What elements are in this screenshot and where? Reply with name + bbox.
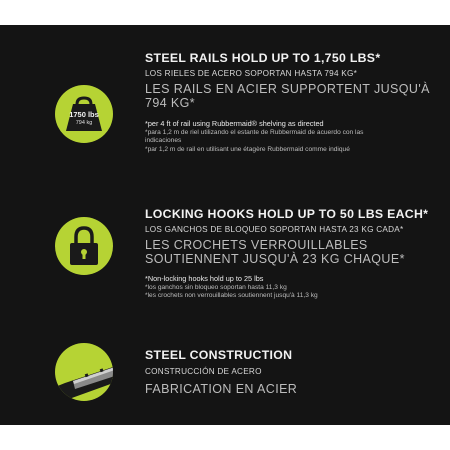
- feature-text: [145, 51, 445, 153]
- footnote-english: *per 4 ft of rail using Rubbermaid® shelving as directed: [145, 119, 324, 128]
- feature-panel: [0, 25, 450, 425]
- footnote-english: *Non-locking hooks hold up to 25 lbs: [145, 274, 264, 283]
- feature-title: STEEL RAILS HOLD UP TO 1,750 LBS*: [145, 51, 381, 65]
- feature-title-spanish: LOS RIELES DE ACERO SOPORTAN HASTA 794 KG*: [145, 69, 358, 78]
- feature-title: LOCKING HOOKS HOLD UP TO 50 LBS EACH*: [145, 207, 429, 221]
- feature-title-spanish: LOS GANCHOS DE BLOQUEO SOPORTAN HASTA 23 KG CADA*: [145, 225, 404, 234]
- feature-title-french: FABRICATION EN ACIER: [145, 382, 298, 396]
- feature-title-spanish: CONSTRUCCIÓN DE ACERO: [145, 367, 262, 376]
- padlock-icon: [55, 217, 113, 275]
- steel-rail-icon: [55, 343, 113, 401]
- footnote-french: *par 1,2 m de rail en utilisant une étagère Rubbermaid comme indiqué: [145, 146, 350, 153]
- weight-label: 1750 lbs: [69, 110, 99, 119]
- feature-title-french: LES CROCHETS VERROUILLABLES SOUTIENNENT JUSQU'À 23 KG CHAQUE*: [145, 238, 405, 266]
- feature-text: [145, 207, 445, 299]
- footnote-spanish: *para 1,2 m de riel utilizando el estante de Rubbermaid de acuerdo con las indicaciones: [145, 129, 364, 144]
- footnote-french: *les crochets non verrouillables soutiennent jusqu'à 11,3 kg: [145, 292, 318, 299]
- weight-icon: [55, 85, 113, 143]
- feature-text: [145, 348, 445, 396]
- feature-title-french: LES RAILS EN ACIER SUPPORTENT JUSQU'À 794 KG*: [145, 82, 430, 110]
- weight-sublabel: 794 kg: [75, 120, 93, 126]
- feature-title: STEEL CONSTRUCTION: [145, 348, 293, 362]
- footnote-spanish: *los ganchos sin bloqueo soportan hasta 11,3 kg: [145, 284, 287, 291]
